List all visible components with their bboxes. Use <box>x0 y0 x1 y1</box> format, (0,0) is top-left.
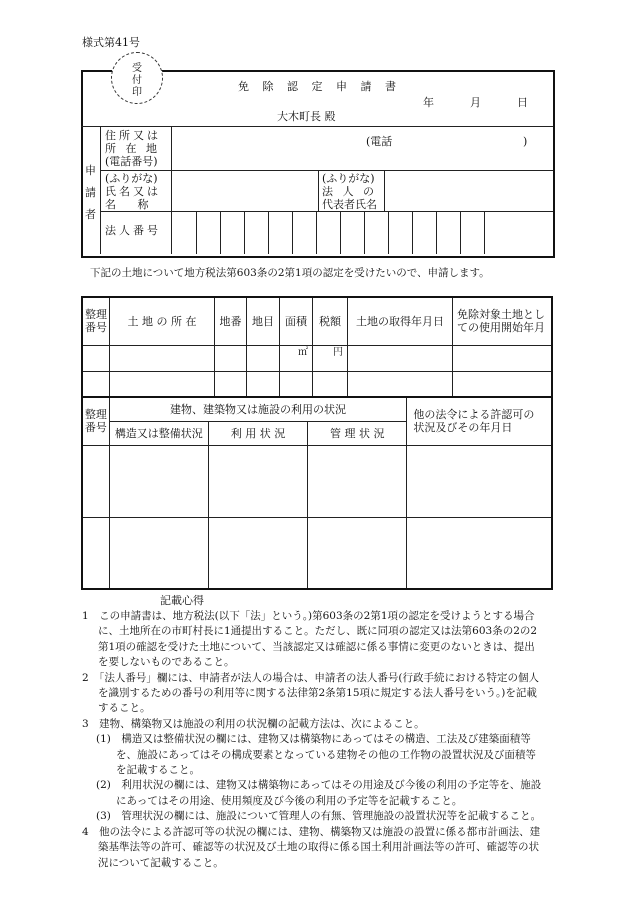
note-3-3: (3) 管理状況の欄には、施設について管理人の有無、管理施設の設置状況等を記載すること。 <box>96 810 542 823</box>
land-table <box>81 296 553 398</box>
rep-label-line1: (ふりがな) <box>322 172 375 185</box>
building-cell[interactable] <box>407 517 552 589</box>
label-column-rule <box>171 126 172 254</box>
building-subheader-structure: 構造又は整備状況 <box>109 421 208 445</box>
land-cell[interactable] <box>82 371 110 397</box>
land-cell[interactable] <box>453 371 553 397</box>
land-cell[interactable] <box>110 371 215 397</box>
table-row <box>82 371 552 397</box>
land-cell[interactable] <box>313 371 348 397</box>
note-2: 2 「法人番号」欄には、申請者が法人の場合は、申請者の法人番号(行政手続における特定の個人を識別するための番号の利用等に関する法律第2条第15項に規定する法人番号をいう。)を記載すること。 <box>82 671 540 715</box>
corp-number-field[interactable] <box>173 213 551 252</box>
date-year-label: 年 <box>423 96 434 109</box>
building-cell[interactable] <box>308 445 407 517</box>
name-field[interactable] <box>173 172 316 209</box>
form-number: 様式第41号 <box>82 36 140 49</box>
land-cell[interactable] <box>348 345 453 371</box>
note-1: 1 この申請書は、地方税法(以下「法」という。)第603条の2第1項の認定を受けようとする場合に、土地所在の市町村長に1通提出すること。ただし、既に同項の認定又は法第603条の2の2第1項の確認を受けた土地について、当該認定又は確認に係る事情に変更のないときは、提出を要しないものであること。 <box>82 610 538 669</box>
land-cell[interactable] <box>215 345 247 371</box>
address-row-rule <box>100 170 553 171</box>
building-header-group: 建物、建築物又は施設の利用の状況 <box>109 397 407 421</box>
land-cell[interactable] <box>280 371 313 397</box>
date-month-label: 月 <box>470 96 481 109</box>
representative-field[interactable] <box>386 172 551 209</box>
address-label-line1: 住所又は <box>105 129 161 142</box>
name-row-rule <box>100 211 553 212</box>
reception-stamp: 受付印 <box>111 52 163 104</box>
rep-label-line2: 法 人 の <box>322 185 377 198</box>
building-cell[interactable] <box>208 445 307 517</box>
addressee: 大木町長 殿 <box>277 110 336 123</box>
applicant-side-label: 申請者 <box>85 164 96 221</box>
land-cell[interactable] <box>247 371 280 397</box>
land-header-use-start: 免除対象土地としての使用開始年月 <box>453 297 553 345</box>
statement: 下記の土地について地方税法第603条の2第1項の認定を受けたいので、申請します。 <box>90 267 490 279</box>
rep-label-line3: 代表者氏名 <box>322 198 377 211</box>
date-day-label: 日 <box>517 96 528 109</box>
applicant-side-rule <box>100 126 101 254</box>
land-header-lot: 地番 <box>215 297 247 345</box>
area-unit[interactable]: ㎡ <box>280 345 313 371</box>
land-cell[interactable] <box>247 345 280 371</box>
table-row <box>82 345 552 371</box>
note-3: 3 建物、構築物又は施設の利用の状況欄の記載方法は、次によること。 <box>82 717 425 730</box>
name-label-line3: 名 称 <box>105 198 158 211</box>
building-table <box>81 396 553 590</box>
table-row <box>82 445 552 517</box>
tax-unit[interactable]: 円 <box>313 345 348 371</box>
land-header-category: 地目 <box>247 297 280 345</box>
building-subheader-management: 管 理 状 況 <box>308 421 407 445</box>
land-header-location: 土 地 の 所 在 <box>110 297 215 345</box>
building-header-number: 整理番号 <box>82 397 109 445</box>
notes-title: 記載心得 <box>160 594 204 607</box>
land-header-acquired: 土地の取得年月日 <box>348 297 453 345</box>
address-label-line2: 所 在 地 <box>105 142 160 155</box>
land-cell[interactable] <box>110 345 215 371</box>
land-cell[interactable] <box>453 345 553 371</box>
building-subheader-use: 利 用 状 況 <box>208 421 307 445</box>
name-label-line2: 氏名又は <box>105 185 161 198</box>
rep-column-rule <box>318 170 319 211</box>
applicant-top-rule <box>81 126 553 127</box>
land-header-tax: 税額 <box>313 297 348 345</box>
building-header-permit: 他の法令による許認可の状況及びその年月日 <box>407 397 552 445</box>
land-cell[interactable] <box>215 371 247 397</box>
address-field[interactable] <box>173 128 551 168</box>
phone-label: (電話 <box>366 135 393 148</box>
phone-close: ) <box>523 135 528 148</box>
land-header-area: 面積 <box>280 297 313 345</box>
land-cell[interactable] <box>82 345 110 371</box>
building-cell[interactable] <box>109 517 208 589</box>
land-header-number: 整理番号 <box>82 297 110 345</box>
name-label-line1: (ふりがな) <box>105 172 158 185</box>
table-row <box>82 517 552 589</box>
building-cell[interactable] <box>82 445 109 517</box>
note-4: 4 他の法令による許認可等の状況の欄には、建物、構築物又は施設の設置に係る都市計画法、建築基準法等の許可、確認等の状況及び土地の取得に係る国土利用計画法等の許可、確認等の状況について記載すること。 <box>82 825 541 869</box>
address-label-line3: (電話番号) <box>105 155 158 168</box>
rep-value-rule <box>384 170 385 211</box>
land-cell[interactable] <box>348 371 453 397</box>
note-3-2: (2) 利用状況の欄には、建物又は構築物にあってはその用途及び今後の利用の予定等を、施設にあってはその用途、使用頻度及び今後の利用の予定等を記載すること。 <box>96 779 542 807</box>
corp-number-label: 法人番号 <box>105 224 161 237</box>
building-cell[interactable] <box>308 517 407 589</box>
building-cell[interactable] <box>208 517 307 589</box>
building-cell[interactable] <box>407 445 552 517</box>
building-cell[interactable] <box>109 445 208 517</box>
form-title: 免 除 認 定 申 請 書 <box>238 80 401 93</box>
notes-list <box>82 609 542 871</box>
building-cell[interactable] <box>82 517 109 589</box>
note-3-1: (1) 構造又は整備状況の欄には、建物又は構築物にあってはその構造、工法及び建築面積等を、施設にあってはその構成要素となっている建物その他の工作物の設置状況及び面積等を記載すること。 <box>96 733 536 777</box>
